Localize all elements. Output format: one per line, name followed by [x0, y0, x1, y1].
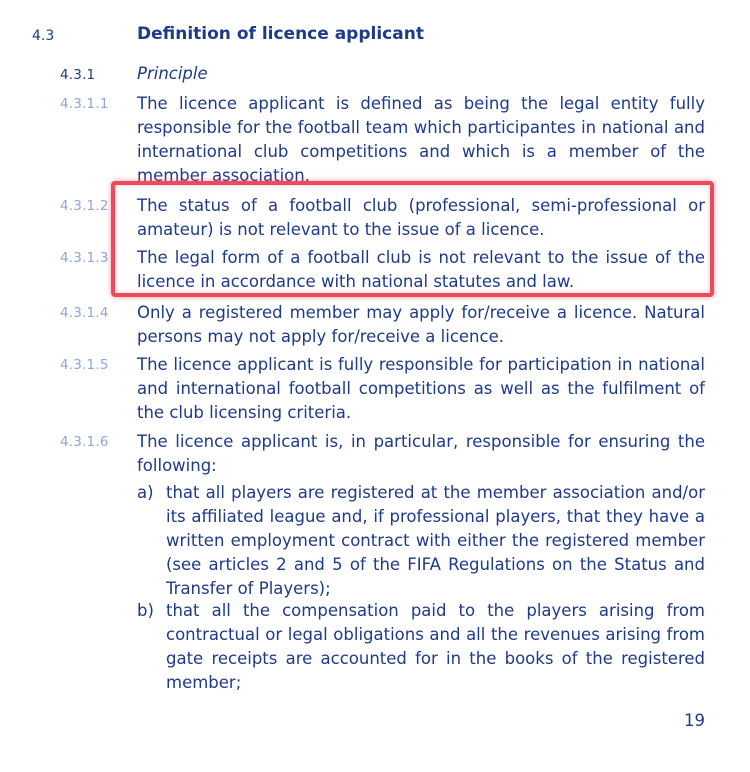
subsection-number: 4.3.1 [60, 67, 96, 83]
list-text: that all players are registered at the member association and/or its affiliated league and, if professional players, that they have a written employment contract with either the registered member (see articles 2 and 5 of the FIFA Regulations on the Status and Transfer of Players); [166, 483, 705, 598]
list-letter: a) [137, 483, 154, 502]
paragraph-text: Only a registered member may apply for/receive a licence. Natural persons may not apply for/receive a licence. [137, 303, 705, 346]
paragraph-number: 4.3.1.1 [60, 96, 109, 112]
section-number: 4.3 [32, 28, 55, 44]
subsection-title: Principle [137, 64, 208, 83]
paragraph-text: The licence applicant is, in particular, responsible for ensuring the following: [137, 432, 705, 475]
list-letter: b) [137, 601, 154, 620]
paragraph-number: 4.3.1.2 [60, 198, 109, 214]
paragraph-number: 4.3.1.3 [60, 250, 109, 266]
paragraph-text: The licence applicant is defined as being the legal entity fully responsible for the football team which participantes in national and international club competitions and which is a member of the member association. [137, 94, 705, 185]
paragraph-text: The licence applicant is fully responsible for participation in national and international football competitions as well as the fulfilment of the club licensing criteria. [137, 355, 705, 422]
list-text: that all the compensation paid to the players arising from contractual or legal obligations and all the revenues arising from gate receipts are accounted for in the books of the registered member; [166, 601, 705, 692]
page-number: 19 [684, 711, 705, 730]
highlight-annotation-box [111, 181, 714, 297]
paragraph-number: 4.3.1.4 [60, 305, 109, 321]
paragraph-number: 4.3.1.6 [60, 434, 109, 450]
paragraph-text: The legal form of a football club is not relevant to the issue of the licence in accordance with national statutes and law. [137, 248, 705, 291]
section-title: Definition of licence applicant [137, 24, 424, 44]
paragraph-text: The status of a football club (professional, semi-professional or amateur) is not relevant to the issue of a licence. [137, 196, 705, 239]
paragraph-number: 4.3.1.5 [60, 357, 109, 373]
